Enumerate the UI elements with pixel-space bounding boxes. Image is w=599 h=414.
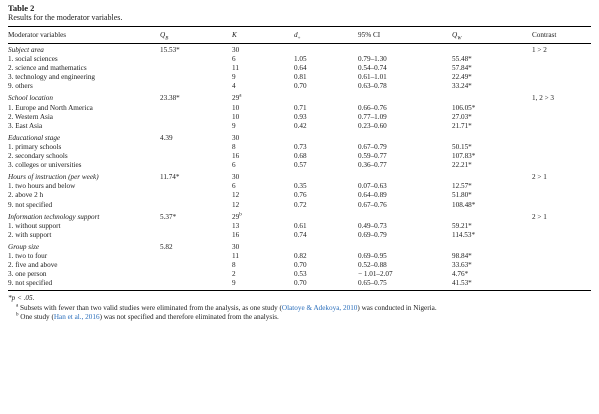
level-k: 2 [232,270,236,279]
group-k: 30 [232,46,240,54]
level-k: 11 [232,64,239,73]
level-contrast [532,182,591,191]
level-d: 0.76 [294,191,307,200]
level-ci: 0.67–0.76 [358,200,387,209]
table-row [8,201,591,210]
group-row [8,91,591,103]
level-ci: 0.67–0.79 [358,142,387,151]
group-k: 29$^a$ [232,94,242,103]
level-contrast [532,191,591,200]
group-row [8,240,591,252]
level-k: 10 [232,112,240,121]
group-ci [358,91,452,103]
group-qw [452,170,532,182]
level-name: 2. above 2 h [8,191,44,200]
group-row [8,131,591,143]
level-qb [160,143,232,152]
group-ci [358,44,452,56]
level-name: 1. social sciences [8,55,58,64]
level-name: 3. colleges or universities [8,161,82,170]
table-row [8,143,591,152]
table-row [8,270,591,279]
level-k: 6 [232,55,236,64]
group-qb: 15.53* [160,46,180,54]
level-qw: 51.80* [452,191,472,200]
level-qw: 22.21* [452,161,472,170]
group-d [294,91,358,103]
level-qb [160,222,232,231]
level-contrast [532,82,591,91]
p-value-note: *p < .05. [8,294,35,303]
group-row [8,210,591,222]
group-k: 29$^b$ [232,212,242,221]
group-qb: 5.82 [160,242,173,251]
level-ci: 0.54–0.74 [358,64,387,73]
citation-link-han[interactable]: Han et al., 2016 [53,312,100,321]
citation-link-olatoye[interactable]: Olatoye & Adekoya, 2010 [281,303,358,312]
level-d: 0.53 [294,270,307,279]
level-k: 13 [232,221,240,230]
level-name: 3. one person [8,270,47,279]
group-name: Information technology support [8,212,100,221]
level-qb [160,104,232,113]
level-contrast [532,55,591,64]
level-qb [160,270,232,279]
table-row [8,64,591,73]
level-ci: 0.61–1.01 [358,73,387,82]
level-name: 1. without support [8,221,61,230]
table-row [8,113,591,122]
level-qb [160,279,232,291]
level-contrast [532,161,591,170]
level-contrast [532,143,591,152]
moderator-table [8,26,591,291]
level-k: 12 [232,191,240,200]
level-name: 3. technology and engineering [8,73,96,82]
footnote-a: $^a$ Subsets with fewer than two valid studies were eliminated from the analysis, as one study (Olatoye & Adekoya, 2010) was conducted in Nigeria. [16,303,437,312]
level-d: 0.82 [294,251,307,260]
level-k: 9 [232,121,236,130]
level-k: 6 [232,161,236,170]
table-row [8,231,591,240]
header-qb: $Q_B$ [160,27,232,44]
level-contrast [532,64,591,73]
level-qb [160,122,232,131]
level-name: 2. science and mathematics [8,64,87,73]
level-qb [160,152,232,161]
level-name: 2. Western Asia [8,112,54,121]
header-ci: 95% CI [358,27,452,44]
level-ci: 0.36–0.77 [358,161,387,170]
level-qw: 50.15* [452,142,472,151]
level-contrast [532,113,591,122]
table-title: Table 2 [8,3,35,13]
level-qw: 57.84* [452,64,472,73]
level-d: 0.70 [294,279,307,288]
level-k: 12 [232,200,240,209]
level-qb [160,55,232,64]
group-qb: 23.38* [160,94,180,103]
level-qw: 22.49* [452,73,472,82]
group-qw [452,131,532,143]
level-ci: 0.65–0.75 [358,279,387,288]
level-ci: 0.79–1.30 [358,55,387,64]
level-k: 10 [232,103,240,112]
level-contrast [532,231,591,240]
level-d: 0.70 [294,82,307,91]
level-qw: 106.05* [452,103,476,112]
level-d: 0.93 [294,112,307,121]
level-contrast [532,104,591,113]
level-qw: 33.63* [452,261,472,270]
level-contrast [532,222,591,231]
group-d [294,131,358,143]
level-ci: 0.59–0.77 [358,152,387,161]
level-name: 9. not specified [8,279,53,288]
level-qw: 55.48* [452,55,472,64]
level-contrast [532,152,591,161]
group-contrast [532,240,591,252]
level-ci: 0.63–0.78 [358,82,387,91]
table-body [8,44,591,291]
footnote-b: $^b$ One study (Han et al., 2016) was not specified and therefore eliminated from the analysis. [16,312,279,321]
level-qb [160,252,232,261]
level-qw: 27.03* [452,112,472,121]
level-qw: 21.71* [452,121,472,130]
level-ci: 0.69–0.95 [358,251,387,260]
level-contrast [532,252,591,261]
group-k: 30 [232,173,240,182]
group-d [294,44,358,56]
level-qw: 108.48* [452,200,476,209]
group-k: 30 [232,242,240,251]
header-moderator: Moderator variables [8,27,160,44]
level-d: 0.68 [294,152,307,161]
level-d: 0.64 [294,64,307,73]
group-k: 30 [232,133,240,142]
level-name: 1. primary schools [8,142,62,151]
group-d [294,240,358,252]
level-qb [160,161,232,170]
group-name: Subject area [8,46,44,54]
level-qw: 4.76* [452,270,469,279]
table-row [8,152,591,161]
level-ci: − 1.01–2.07 [358,270,393,279]
level-name: 1. Europe and North America [8,103,93,112]
level-qb [160,191,232,200]
level-qb [160,231,232,240]
level-name: 2. secondary schools [8,152,68,161]
table-row [8,82,591,91]
group-ci [358,210,452,222]
level-k: 11 [232,251,239,260]
group-qb: 4.39 [160,133,173,142]
table-row [8,252,591,261]
level-qw: 33.24* [452,82,472,91]
level-qb [160,201,232,210]
level-contrast [532,201,591,210]
group-qw [452,44,532,56]
group-name: Group size [8,242,40,251]
level-contrast [532,122,591,131]
footnote-marker: b [239,212,242,218]
table-row [8,122,591,131]
group-d [294,170,358,182]
level-d: 0.61 [294,221,307,230]
level-d: 0.70 [294,261,307,270]
level-qw: 41.53* [452,279,472,288]
level-contrast [532,279,591,291]
level-qb [160,261,232,270]
group-name: Hours of instruction (per week) [8,173,99,182]
level-qw: 98.84* [452,251,472,260]
table-row [8,279,591,291]
level-d: 0.71 [294,103,307,112]
group-contrast: 1 > 2 [532,46,547,54]
group-qb: 5.37* [160,212,177,221]
level-k: 8 [232,261,236,270]
group-contrast [532,131,591,143]
level-k: 9 [232,279,236,288]
group-contrast: 1, 2 > 3 [532,94,555,103]
level-d: 0.57 [294,161,307,170]
header-qw: $Q_W$ [452,27,532,44]
level-contrast [532,270,591,279]
header-k: K [232,27,294,44]
group-name: Educational stage [8,133,61,142]
level-ci: 0.77–1.09 [358,112,387,121]
group-contrast: 2 > 1 [532,173,547,182]
level-k: 9 [232,73,236,82]
level-name: 9. others [8,82,33,91]
level-qw: 59.21* [452,221,472,230]
level-ci: 0.66–0.76 [358,103,387,112]
level-name: 2. with support [8,230,52,239]
header-d: $d_+$ [294,27,358,44]
group-qw [452,210,532,222]
level-k: 4 [232,82,236,91]
header-contrast: Contrast [532,27,591,44]
group-contrast: 2 > 1 [532,212,547,221]
level-name: 2. five and above [8,261,58,270]
level-k: 16 [232,152,240,161]
group-qw [452,240,532,252]
level-qb [160,73,232,82]
level-ci: 0.07–0.63 [358,182,387,191]
level-ci: 0.23–0.60 [358,121,387,130]
level-d: 0.81 [294,73,307,82]
level-d: 0.42 [294,121,307,130]
group-row [8,170,591,182]
group-qb: 11.74* [160,173,180,182]
level-name: 1. two to four [8,251,48,260]
level-name: 3. East Asia [8,121,43,130]
level-d: 0.73 [294,142,307,151]
level-qw: 107.83* [452,152,476,161]
table-row [8,161,591,170]
level-d: 0.74 [294,230,307,239]
level-name: 9. not specified [8,200,53,209]
table-row [8,104,591,113]
group-name: School location [8,94,53,103]
level-k: 16 [232,230,240,239]
level-contrast [532,73,591,82]
level-d: 0.35 [294,182,307,191]
table-row [8,191,591,200]
level-k: 6 [232,182,236,191]
group-ci [358,240,452,252]
table-notes [8,294,591,322]
table-row [8,73,591,82]
group-qw [452,91,532,103]
level-contrast [532,261,591,270]
level-k: 8 [232,142,236,151]
header-row [8,27,591,44]
table-caption: Results for the moderator variables. [8,13,123,22]
group-ci [358,170,452,182]
group-row [8,44,591,56]
footnote-marker: a [239,94,242,100]
level-qw: 12.57* [452,182,472,191]
table-row [8,261,591,270]
level-qw: 114.53* [452,230,476,239]
level-qb [160,113,232,122]
level-ci: 0.69–0.79 [358,230,387,239]
level-qb [160,64,232,73]
level-name: 1. two hours and below [8,182,76,191]
level-ci: 0.49–0.73 [358,221,387,230]
group-d [294,210,358,222]
level-d: 1.05 [294,55,307,64]
table-row [8,55,591,64]
level-ci: 0.52–0.88 [358,261,387,270]
level-qb [160,182,232,191]
table-row [8,222,591,231]
level-qb [160,82,232,91]
level-d: 0.72 [294,200,307,209]
table-row [8,182,591,191]
group-ci [358,131,452,143]
level-ci: 0.64–0.89 [358,191,387,200]
